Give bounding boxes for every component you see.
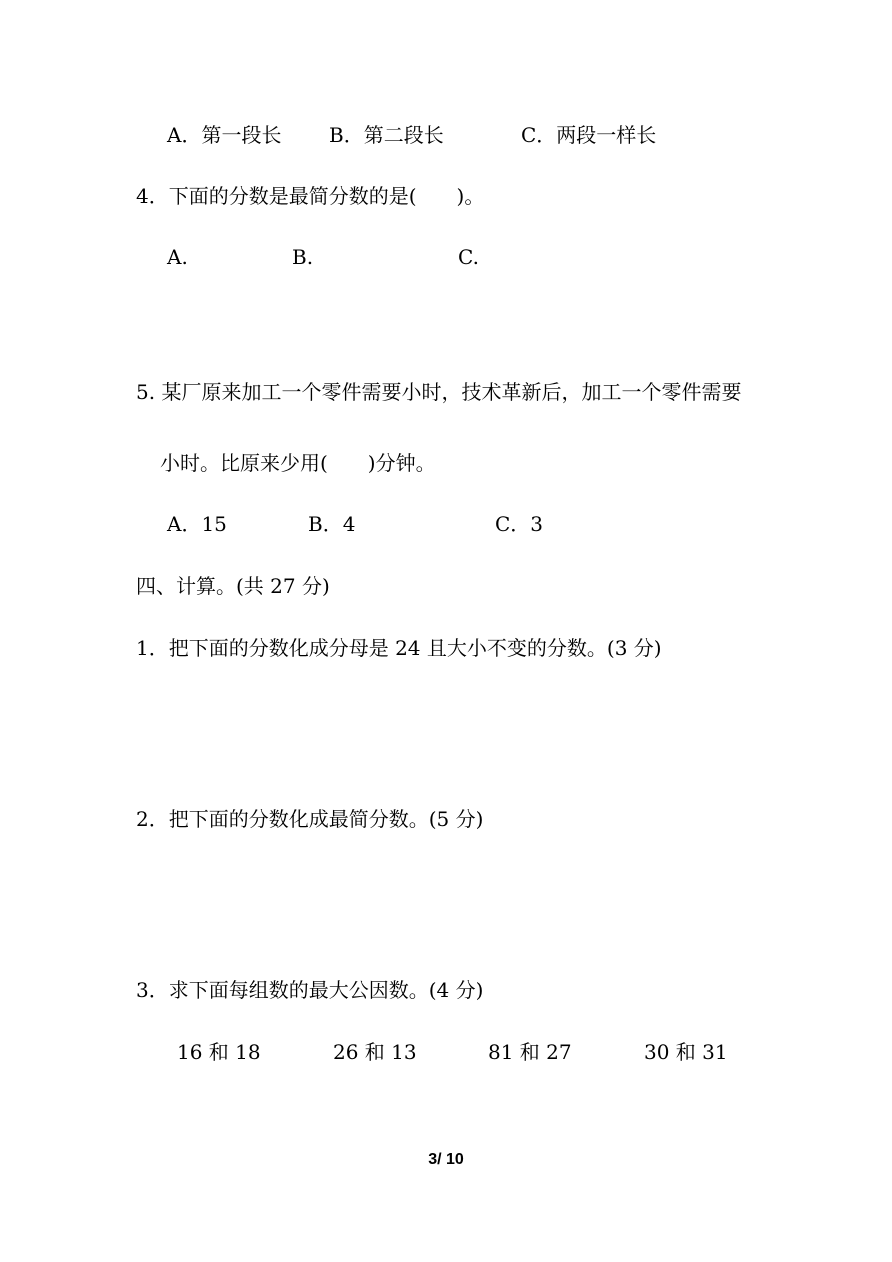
q3-option-b: B．第二段长 [329,123,444,147]
q4-option-a: A. [167,245,188,269]
number-pair: 26 和 13 [333,1040,417,1064]
s4-q2: 2．把下面的分数化成最简分数。(5 分) [136,807,484,831]
q3-option-c: C．两段一样长 [521,123,657,147]
section-title: 四、计算。(共 27 分) [136,574,330,598]
q5-option-c: C．3 [495,512,544,536]
s4-q3: 3．求下面每组数的最大公因数。(4 分) [136,978,484,1002]
q5-stem-line2: 小时。比原来少用( )分钟。 [160,451,436,475]
s4-q1: 1．把下面的分数化成分母是 24 且大小不变的分数。(3 分) [136,636,662,660]
number-pair: 81 和 27 [488,1040,572,1064]
q4-option-b: B. [292,245,314,269]
number-pair: 30 和 31 [644,1040,728,1064]
number-pair: 16 和 18 [177,1040,261,1064]
q5-option-a: A．15 [167,512,227,536]
q3-option-a: A．第一段长 [167,123,282,147]
q4-stem: 4．下面的分数是最简分数的是( )。 [136,184,485,208]
q4-option-c: C. [458,245,479,269]
q5-stem-line1: 5. 某厂原来加工一个零件需要小时，技术革新后，加工一个零件需要 [136,380,742,404]
page-number: 3/ 10 [428,1151,464,1168]
q5-option-b: B．4 [308,512,356,536]
